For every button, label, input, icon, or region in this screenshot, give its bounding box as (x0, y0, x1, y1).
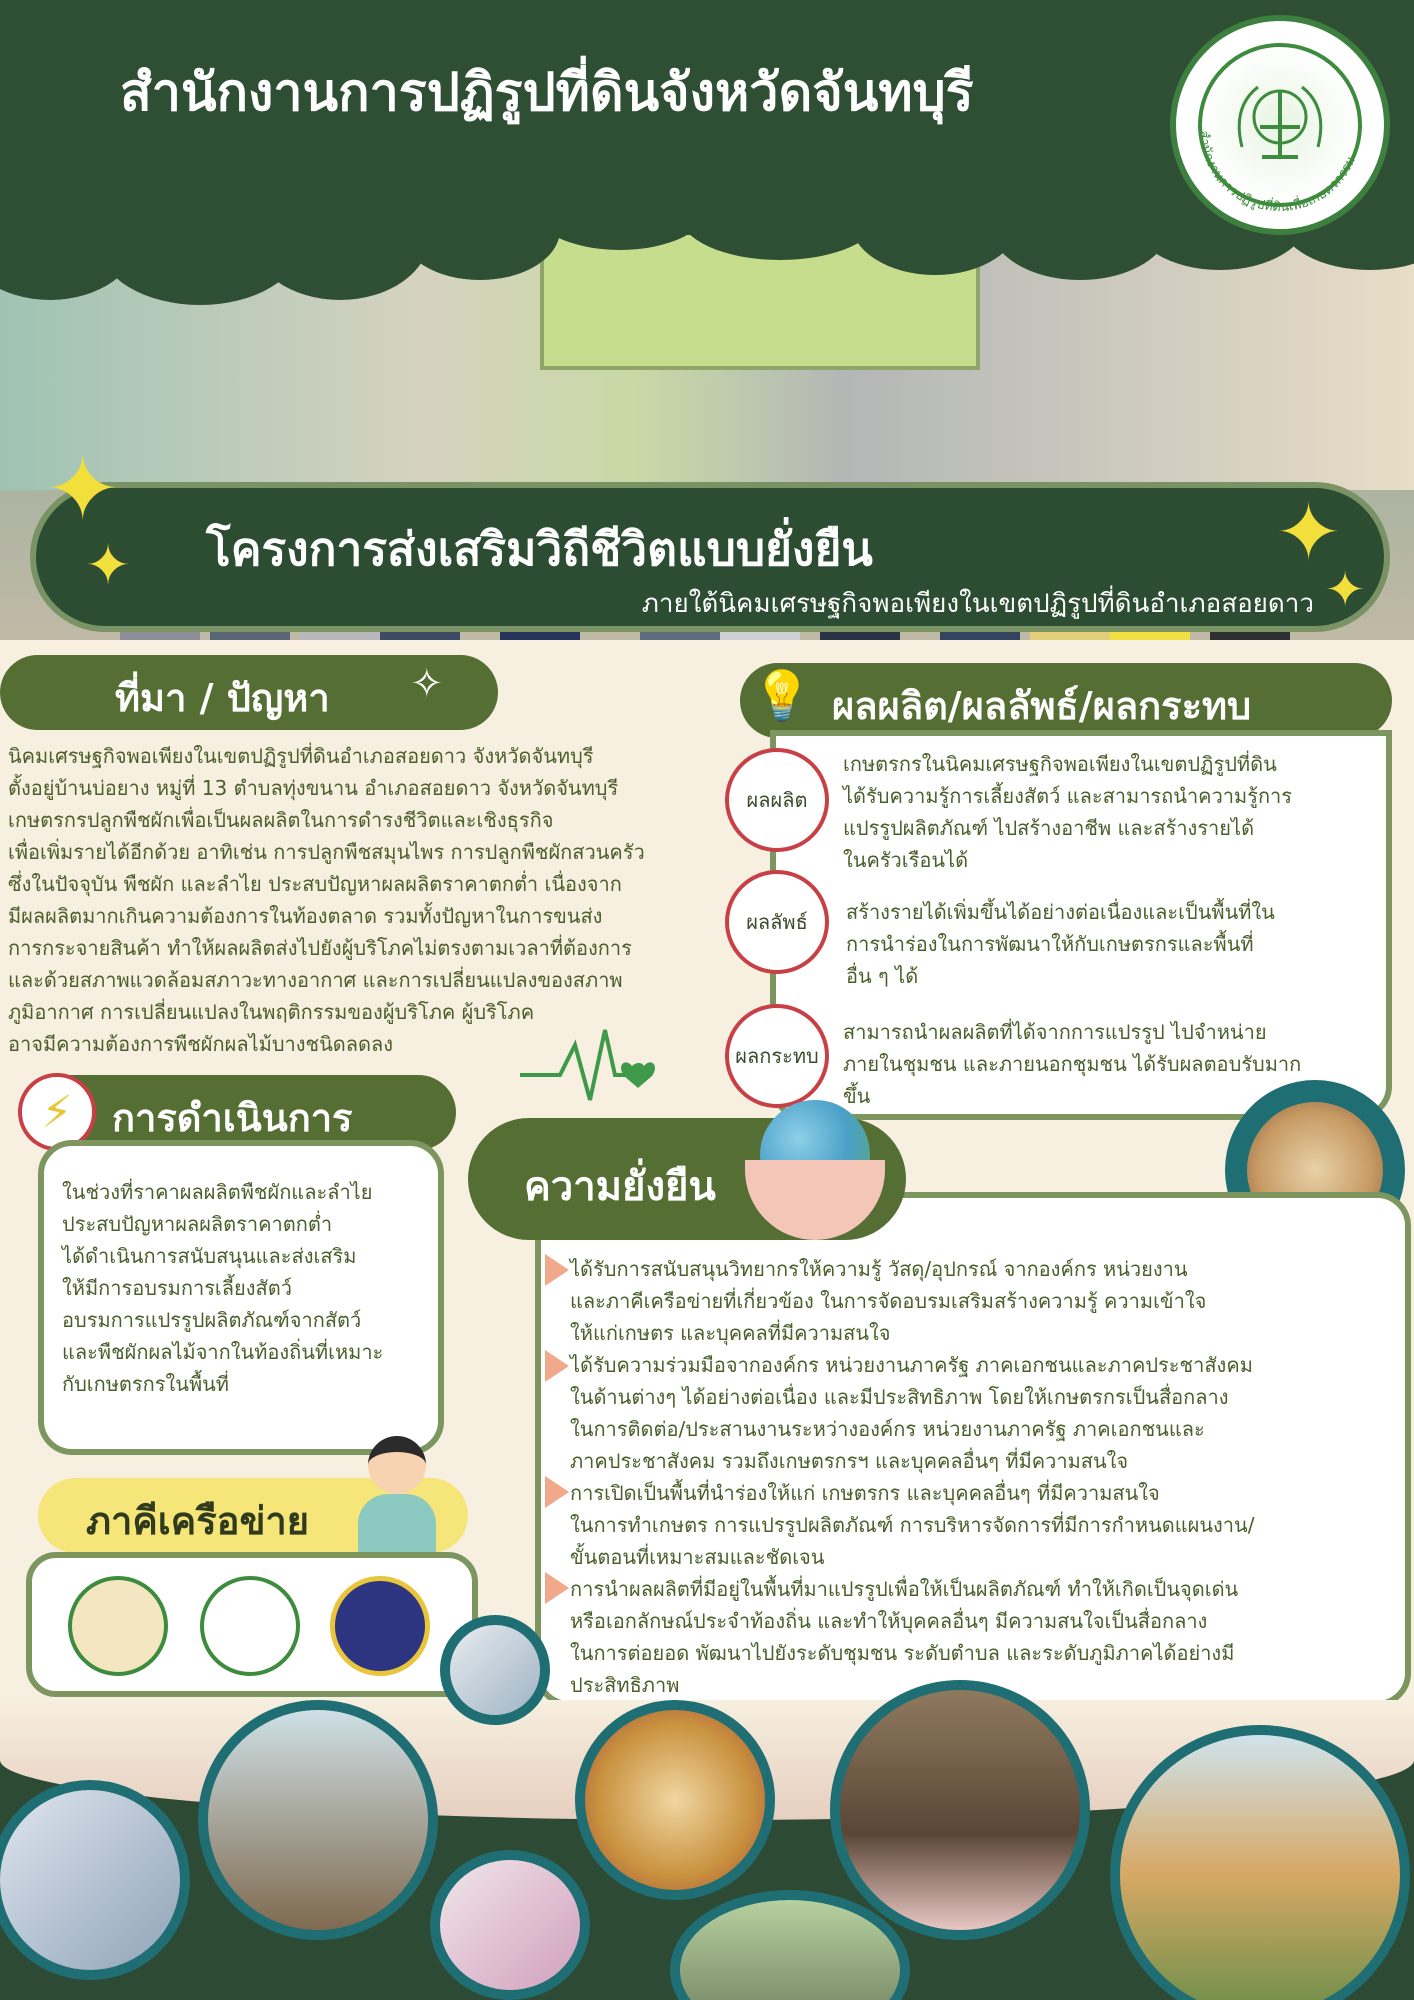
text-line: ภาคประชาสังคม รวมถึงเกษตรกรฯ และบุคคลอื่นๆ ที่มีความสนใจ (570, 1449, 1129, 1473)
text-line: ประสบปัญหาผลผลิตราคาตกต่ำ (62, 1212, 333, 1236)
text-line: การนำร่องในการพัฒนาให้กับเกษตรกรและพื้นที่ (846, 932, 1254, 956)
text-line: ภายในชุมชน และภายนอกชุมชน ได้รับผลตอบรับมาก (843, 1052, 1302, 1076)
sustainability-heading: ความยั่งยืน (524, 1164, 716, 1210)
text-line: ในการต่อยอด พัฒนาไปยังระดับชุมชน ระดับตำบล และระดับภูมิภาคได้อย่างมี (570, 1641, 1235, 1665)
text-line: ประสิทธิภาพ (570, 1673, 680, 1697)
project-subtitle: ภายใต้นิคมเศรษฐกิจพอเพียงในเขตปฏิรูปที่ดินอำเภอสอยดาว (641, 589, 1314, 619)
text-line: อาจมีความต้องการพืชผักผลไม้บางชนิดลดลง (8, 1032, 394, 1056)
text-line: แปรรูปผลิตภัณฑ์ ไปสร้างอาชีพ และสร้างรายได้ (843, 816, 1255, 840)
text-line: เพื่อเพิ่มรายได้อีกด้วย อาทิเช่น การปลูกพืชสมุนไพร การปลูกพืชผักสวนครัว (8, 840, 645, 864)
partner-logo (200, 1576, 300, 1676)
bullet-arrow-icon (545, 1476, 569, 1508)
background-text (8, 740, 758, 1060)
output-text (843, 748, 1363, 876)
paragraph (570, 1253, 1390, 1349)
partners-card (26, 1552, 478, 1697)
sparkle-icon: ✦ (1325, 562, 1366, 618)
hero (0, 0, 1414, 640)
child-waving-icon (350, 1436, 440, 1556)
text-line: ในครัวเรือนได้ (843, 848, 969, 872)
text-line: กับเกษตรกรในพื้นที่ (62, 1372, 229, 1396)
logo-text: สำนักงานการปฏิรูปที่ดินเพื่อเกษตรกรรม (1195, 129, 1359, 216)
partner-logo (330, 1576, 430, 1676)
text-line: การนำผลผลิตที่มีอยู่ในพื้นที่มาแปรรูปเพื่อให้เป็นผลิตภัณฑ์ ทำให้เกิดเป็นจุดเด่น (570, 1577, 1239, 1601)
text-line: ตั้งอยู่บ้านบ่อยาง หมู่ที่ 13 ตำบลทุ่งขนาน อำเภอสอยดาว จังหวัดจันทบุรี (8, 776, 619, 800)
paragraph (570, 1477, 1390, 1573)
text-line: การกระจายสินค้า ทำให้ผลผลิตส่งไปยังผู้บริโภคไม่ตรงตามเวลาที่ต้องการ (8, 936, 632, 960)
text-line: และพืชผักผลไม้จากในท้องถิ่นที่เหมาะ (62, 1340, 384, 1364)
text-line: ได้ดำเนินการสนับสนุนและส่งเสริม (62, 1244, 357, 1268)
text-line: ขั้นตอนที่เหมาะสมและชัดเจน (570, 1545, 825, 1569)
bullet-arrow-icon (545, 1350, 569, 1382)
text-line: ในการติดต่อ/ประสานงานระหว่างองค์กร หน่วยงานภาครัฐ ภาคเอกชนและ (570, 1417, 1205, 1441)
impact-label: ผลกระทบ (725, 1004, 829, 1108)
project-title: โครงการส่งเสริมวิถีชีวิตแบบยั่งยืน (206, 522, 873, 576)
partners-heading: ภาคีเครือข่าย (86, 1499, 310, 1543)
text-line: สามารถนำผลผลิตที่ได้จากการแปรรูป ไปจำหน่าย (843, 1020, 1267, 1044)
chips-photo (575, 1700, 775, 1900)
text-line: ให้มีการอบรมการเลี้ยงสัตว์ (62, 1276, 292, 1300)
operation-heading: การดำเนินการ (112, 1096, 353, 1140)
text-line: ในการทำเกษตร การแปรรูปผลิตภัณฑ์ การบริหารจัดการที่มีการกำหนดแผนงาน/ (570, 1513, 1255, 1537)
text-line: และภาคีเครือข่ายที่เกี่ยวข้อง ในการจัดอบรมเสริมสร้างความรู้ ความเข้าใจ (570, 1289, 1207, 1313)
text-line: ขึ้น (843, 1084, 871, 1108)
text-line: เกษตรกรปลูกพืชผักเพื่อเป็นผลผลิตในการดำรงชีวิตและเชิงธุรกิจ (8, 808, 554, 832)
text-line: นิคมเศรษฐกิจพอเพียงในเขตปฏิรูปที่ดินอำเภอสอยดาว จังหวัดจันทบุรี (8, 744, 594, 768)
agency-logo (1170, 15, 1390, 235)
site-title: สำนักงานการปฏิรูปที่ดินจังหวัดจันทบุรี (120, 63, 974, 123)
output-label: ผลผลิต (725, 748, 829, 852)
background-heading-pill (0, 655, 498, 730)
text-line: สร้างรายได้เพิ่มขึ้นได้อย่างต่อเนื่องและเป็นพื้นที่ใน (846, 900, 1275, 924)
sparkle-icon: ✧ (410, 661, 444, 707)
text-line: การเปิดเป็นพื้นที่นำร่องให้แก่ เกษตรกร และบุคคลอื่นๆ ที่มีความสนใจ (570, 1481, 1160, 1505)
project-banner (30, 482, 1390, 632)
heartbeat-icon (520, 1020, 660, 1110)
operation-card (38, 1140, 444, 1455)
training-photo (198, 1700, 438, 1940)
paragraph (570, 1349, 1390, 1477)
text-line: ในด้านต่างๆ ได้อย่างต่อเนื่อง และมีประสิทธิภาพ โดยให้เกษตรกรเป็นสื่อกลาง (570, 1385, 1229, 1409)
text-line: ในช่วงที่ราคาผลผลิตพืชผักและลำไย (62, 1180, 373, 1204)
lightbulb-icon: 💡 (752, 668, 812, 724)
result-label: ผลลัพธ์ (725, 870, 829, 974)
text-line: ได้รับความรู้การเลี้ยงสัตว์ และสามารถนำความรู้การ (843, 784, 1293, 808)
sparkle-icon: ✦ (45, 437, 121, 542)
text-line: และด้วยสภาพแวดล้อมสภาวะทางอากาศ และการเปลี่ยนแปลงของสภาพ (8, 968, 623, 992)
lightning-icon: ⚡ (18, 1073, 96, 1151)
sparkle-icon: ✦ (85, 533, 132, 597)
bullet-arrow-icon (545, 1254, 569, 1286)
package-photo (440, 1615, 550, 1725)
outcomes-heading-pill (740, 663, 1392, 738)
text-line: มีผลผลิตมากเกินความต้องการในท้องตลาด รวมทั้งปัญหาในการขนส่ง (8, 904, 603, 928)
pig-farm-photo (830, 1680, 1090, 1940)
outcomes-heading: ผลผลิต/ผลลัพธ์/ผลกระทบ (832, 684, 1252, 728)
operation-text (62, 1176, 437, 1400)
partner-logo (68, 1576, 168, 1676)
snack-box-photo (430, 1850, 590, 2000)
text-line: ภูมิอากาศ การเปลี่ยนแปลงในพฤติกรรมของผู้บริโภค ผู้บริโภค (8, 1000, 535, 1024)
text-line: ได้รับการสนับสนุนวิทยากรให้ความรู้ วัสดุ/อุปกรณ์ จากองค์กร หน่วยงาน (570, 1257, 1188, 1281)
result-text (846, 896, 1366, 992)
text-line: ได้รับความร่วมมือจากองค์กร หน่วยงานภาครัฐ ภาคเอกชนและภาคประชาสังคม (570, 1353, 1253, 1377)
text-line: อื่น ๆ ได้ (846, 964, 919, 988)
sparkle-icon: ✦ (1275, 486, 1343, 579)
background-heading: ที่มา / ปัญหา (115, 676, 330, 720)
text-line: ซึ่งในปัจจุบัน พืชผัก และลำไย ประสบปัญหาผลผลิตราคาตกต่ำ เนื่องจาก (8, 872, 622, 896)
text-line: หรือเอกลักษณ์ประจำท้องถิ่น และทำให้บุคคลอื่นๆ มีความสนใจเป็นสื่อกลาง (570, 1609, 1208, 1633)
logo-ring (1176, 21, 1384, 229)
bullet-arrow-icon (545, 1572, 569, 1604)
text-line: ให้แก่เกษตร และบุคคลที่มีความสนใจ (570, 1321, 891, 1345)
sustainability-text (570, 1253, 1390, 1701)
text-line: อบรมการแปรรูปผลิตภัณฑ์จากสัตว์ (62, 1308, 362, 1332)
text-line: เกษตรกรในนิคมเศรษฐกิจพอเพียงในเขตปฏิรูปที่ดิน (843, 752, 1277, 776)
